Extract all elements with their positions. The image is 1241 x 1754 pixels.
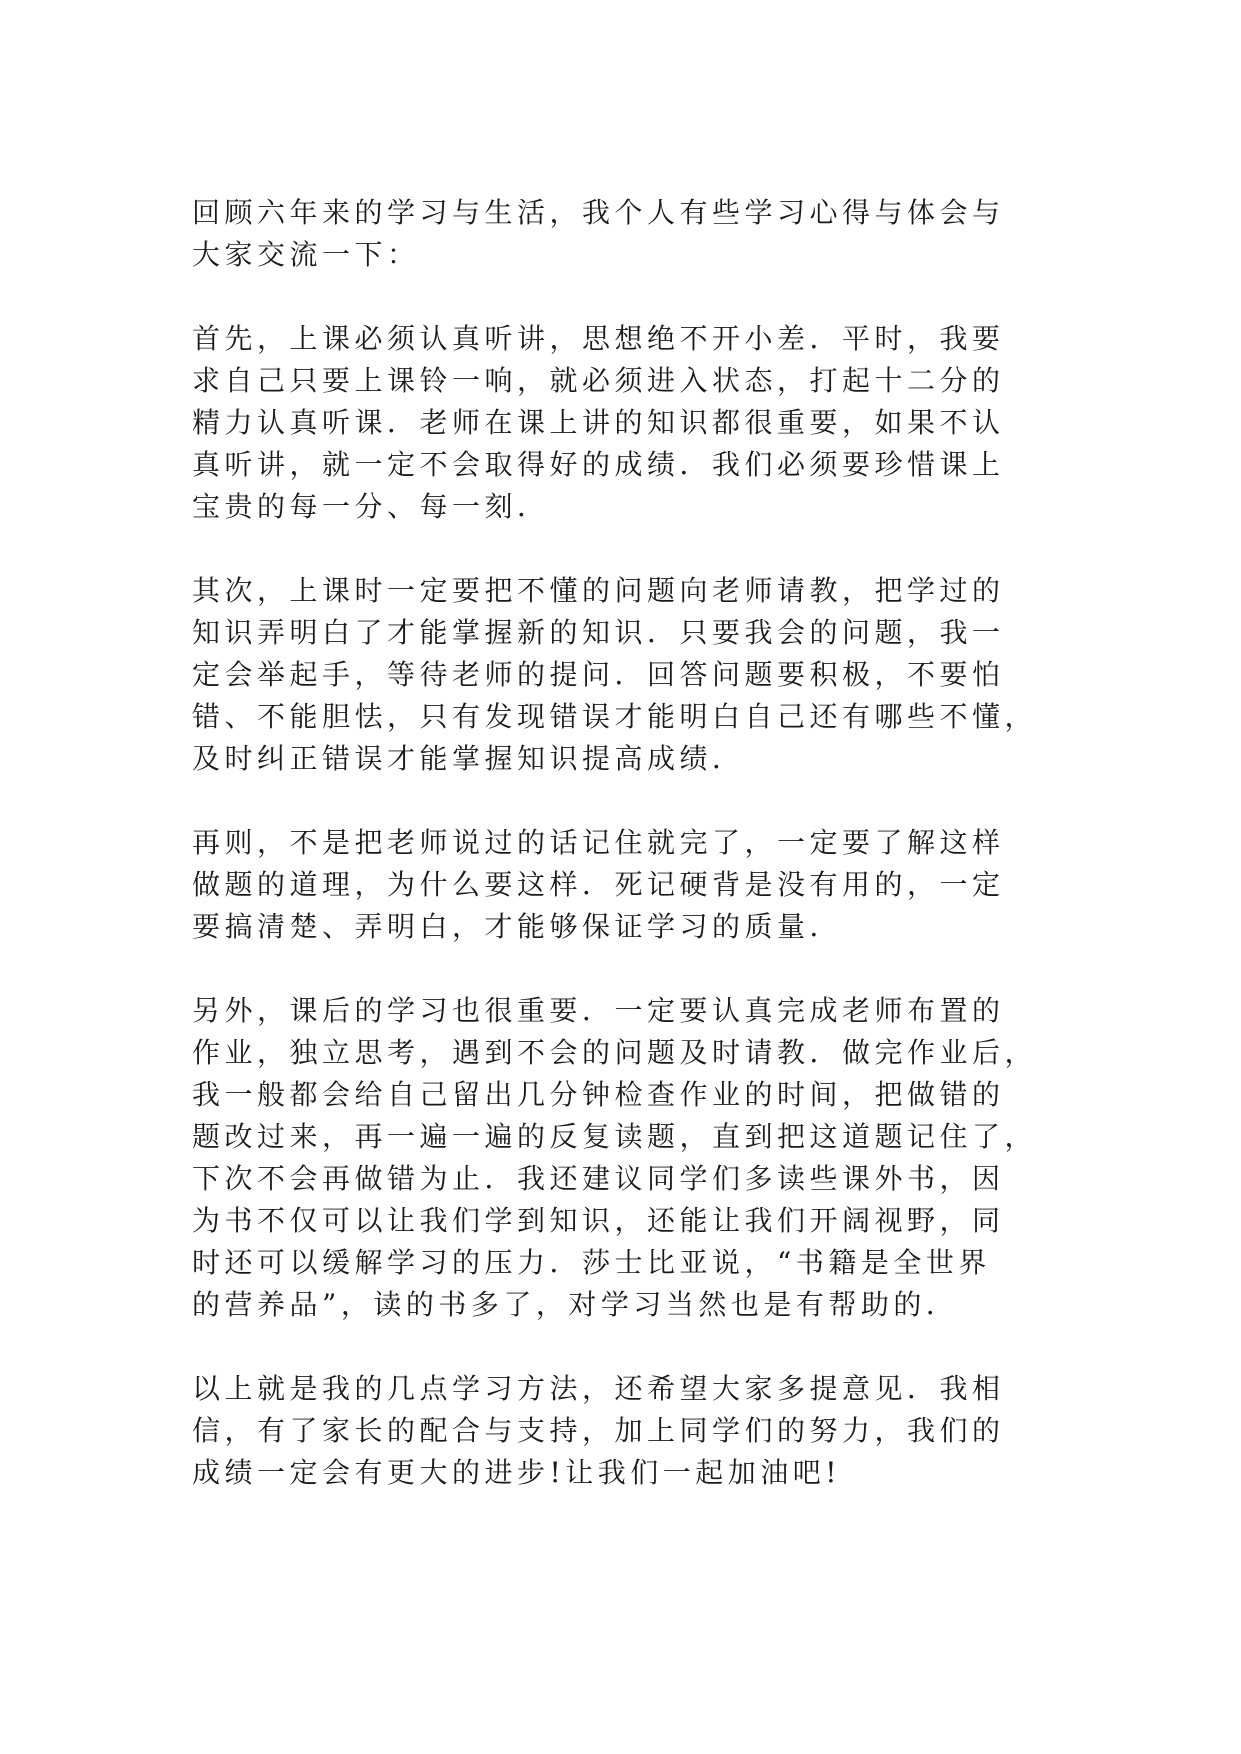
document-body [192, 192, 1052, 1494]
paragraph-second: 其次，上课时一定要把不懂的问题向老师请教，把学过的 知识弄明白了才能掌握新的知识．只要我会的问题，我一 定会举起手，等待老师的提问．回答问题要积极，不要怕 错、不能胆怯，只有发现错误才能明白自己还有哪些不懂， 及时纠正错误才能掌握知识提高成绩． [192, 574, 1038, 775]
paragraph-fourth: 另外，课后的学习也很重要．一定要认真完成老师布置的 作业，独立思考，遇到不会的问题及时请教．做完作业后， 我一般都会给自己留出几分钟检查作业的时间，把做错的 题改过来，再一遍一遍的反复读题，直到把这道题记住了， 下次不会再做错为止．我还建议同学们多读些课外书，因 为书不仅可以让我们学到知识，还能让我们开阔视野，同 时还可以缓解学习的压力．莎士比亚说，“书籍是全世界 的营养品”，读的书多了，对学习当然也是有帮助的． [192, 994, 1038, 1321]
paragraph-third: 再则，不是把老师说过的话记住就完了，一定要了解这样 做题的道理，为什么要这样．死记硬背是没有用的，一定 要搞清楚、弄明白，才能够保证学习的质量． [192, 826, 1005, 943]
paragraph-conclusion: 以上就是我的几点学习方法，还希望大家多提意见．我相 信，有了家长的配合与支持，加上同学们的努力，我们的 成绩一定会有更大的进步!让我们一起加油吧! [192, 1372, 1005, 1489]
paragraph-intro: 回顾六年来的学习与生活，我个人有些学习心得与体会与 大家交流一下： [192, 196, 1005, 271]
paragraph-first: 首先，上课必须认真听讲，思想绝不开小差．平时，我要 求自己只要上课铃一响，就必须进入状态，打起十二分的 精力认真听课．老师在课上讲的知识都很重要，如果不认 真听讲，就一定不会取得好的成绩．我们必须要珍惜课上 宝贵的每一分、每一刻． [192, 322, 1005, 523]
